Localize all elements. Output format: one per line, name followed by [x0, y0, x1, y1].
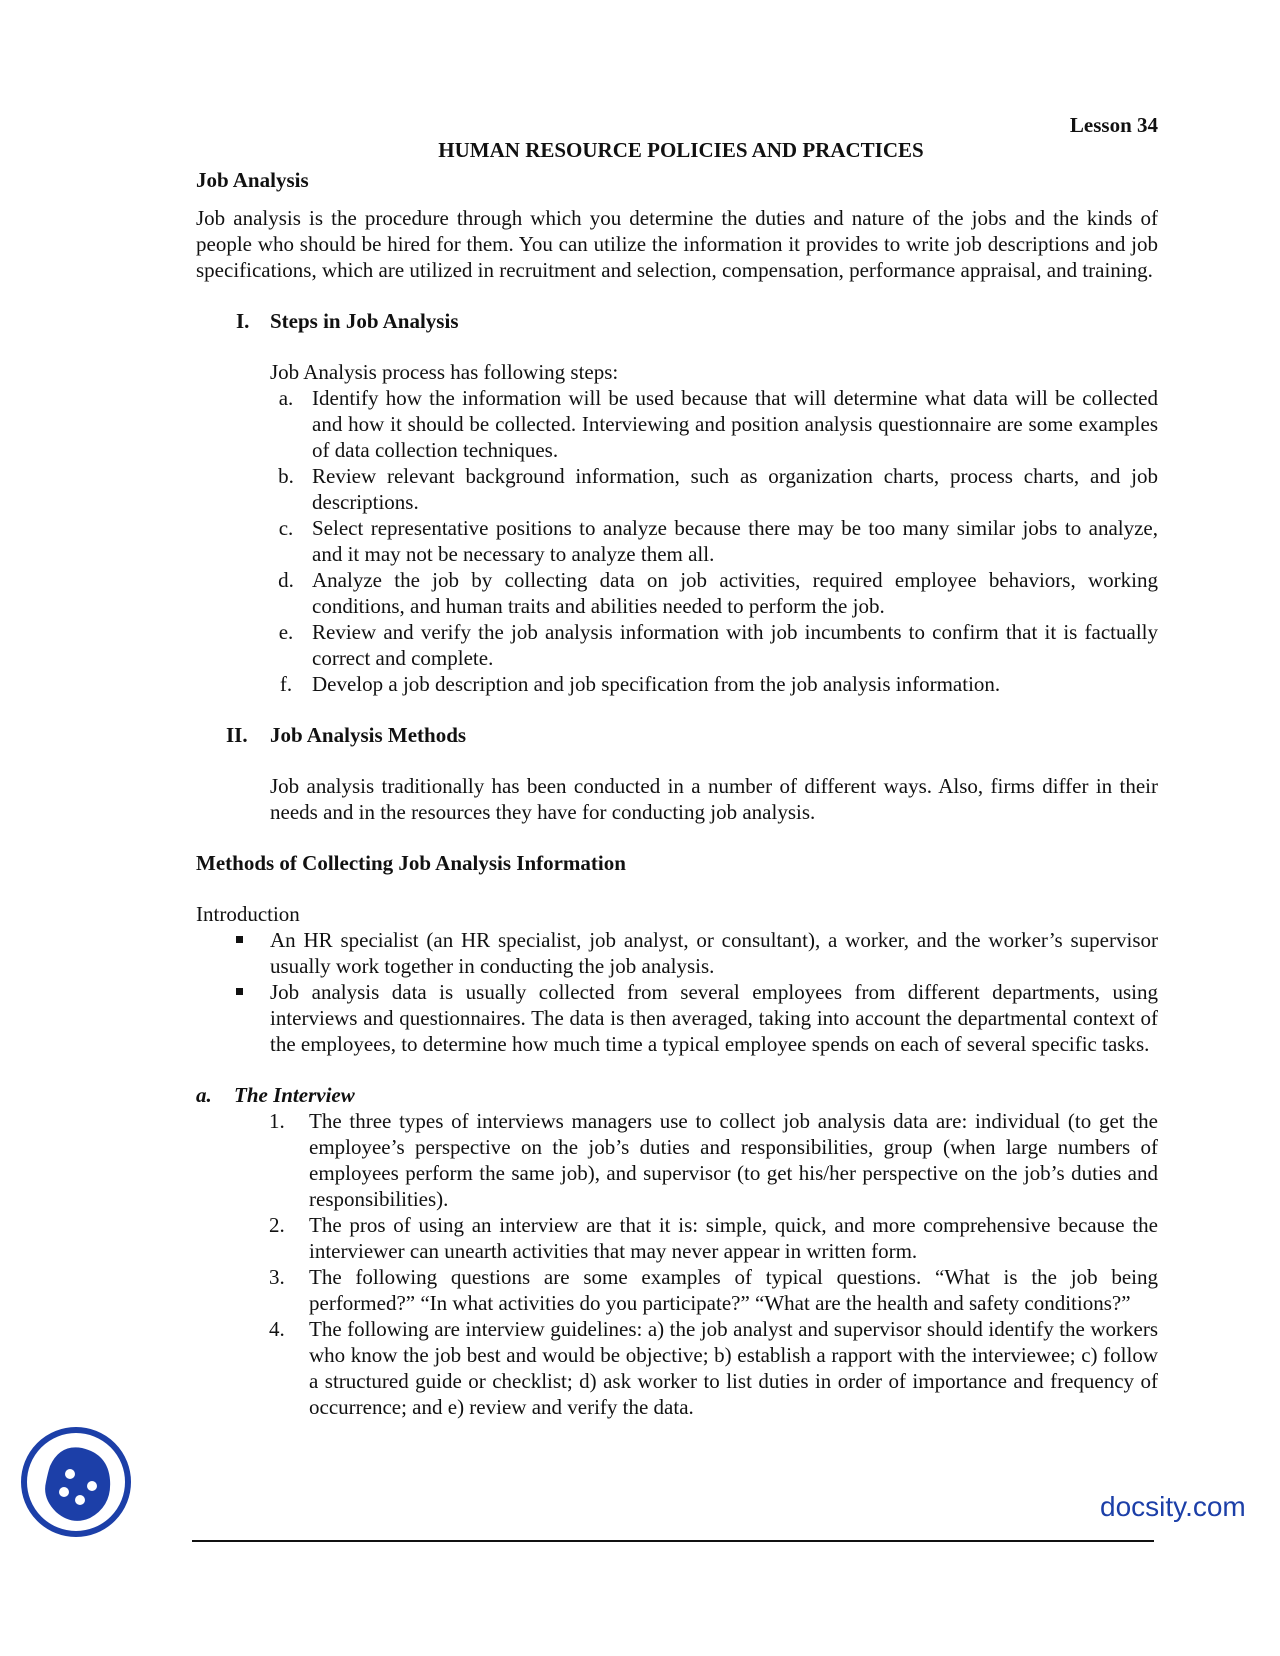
lesson-number: Lesson 34: [1069, 113, 1158, 137]
document-body: [196, 167, 1158, 1420]
step-item: [270, 385, 1158, 463]
step-item: [270, 671, 1158, 697]
interview-heading: [196, 1082, 1158, 1108]
step-label: a.: [278, 386, 294, 410]
square-bullet-icon: [236, 988, 243, 995]
item-text: The following are interview guidelines: a) the job analyst and supervisor should identify the workers who know the job best and would be objective; b) establish a rapport with the interviewee; c) follow a structured guide or checklist; d) ask worker to list duties in order of importance and frequency of occurrence; and e) review and verify the data.: [309, 1317, 1158, 1419]
docsity-logo-icon[interactable]: [20, 1426, 132, 1538]
job-analysis-paragraph: Job analysis is the procedure through which you determine the duties and nature of the jobs and the kinds of people who should be hired for them. You can utilize the information it provides to write job descriptions and job specifications, which are utilized in recruitment and selection, compensation, performance appraisal, and training.: [196, 206, 1158, 282]
methods-heading: Methods of Collecting Job Analysis Information: [196, 851, 626, 875]
list-item: [196, 1108, 1158, 1212]
methods-intro: Introduction: [196, 902, 300, 926]
step-item: [270, 463, 1158, 515]
step-text: Review and verify the job analysis information with job incumbents to confirm that it is factually correct and complete.: [312, 620, 1158, 670]
step-text: Identify how the information will be used because that will determine what data will be collected and how it should be collected. Interviewing and position analysis questionnaire are some examples of data collection techniques.: [312, 386, 1158, 462]
job-analysis-heading: Job Analysis: [196, 168, 309, 192]
bullet-text: An HR specialist (an HR specialist, job analyst, or consultant), a worker, and the worker’s supervisor usually work together in conducting the job analysis.: [270, 928, 1158, 978]
list-item: [196, 927, 1158, 979]
item-text: The three types of interviews managers use to collect job analysis data are: individual (to get the employee’s perspective on the job’s duties and responsibilities, group (when large numbers of employees perform the same job), and supervisor (to get his/her perspective on the job’s duties and responsibilities).: [309, 1109, 1158, 1211]
section-2-number: II.: [226, 723, 248, 747]
item-text: The following questions are some examples of typical questions. “What is the job being performed?” “In what activities do you participate?” “What are the health and safety conditions?”: [309, 1265, 1158, 1315]
footer-rule: [192, 1540, 1154, 1542]
item-number: 4.: [269, 1317, 285, 1341]
list-item: [196, 1316, 1158, 1420]
step-label: d.: [278, 568, 294, 592]
interview-label: a.: [196, 1083, 212, 1107]
bullet-text: Job analysis data is usually collected from several employees from different departments, using interviews and questionnaires. The data is then averaged, taking into account the departmental context of the employees, to determine how much time a typical employee spends on each of several specific tasks.: [270, 980, 1158, 1056]
interview-title: The Interview: [234, 1083, 355, 1107]
step-item: [270, 515, 1158, 567]
section-1-number: I.: [236, 309, 250, 333]
list-item: [196, 979, 1158, 1057]
step-label: e.: [278, 620, 294, 644]
step-item: [270, 567, 1158, 619]
interview-list: [196, 1108, 1158, 1420]
step-text: Analyze the job by collecting data on job activities, required employee behaviors, working conditions, and human traits and abilities needed to perform the job.: [312, 568, 1158, 618]
list-item: [196, 1264, 1158, 1316]
item-number: 3.: [269, 1265, 285, 1289]
step-item: [270, 619, 1158, 671]
step-label: f.: [279, 672, 293, 696]
step-label: c.: [278, 516, 294, 540]
step-label: b.: [278, 464, 294, 488]
steps-intro: Job Analysis process has following steps:: [270, 360, 619, 384]
section-2-heading: [226, 722, 1158, 748]
step-text: Develop a job description and job specification from the job analysis information.: [312, 672, 1001, 696]
section-1-heading: [236, 308, 1158, 334]
page-title: HUMAN RESOURCE POLICIES AND PRACTICES: [438, 138, 924, 162]
section-2-paragraph: Job analysis traditionally has been conducted in a number of different ways. Also, firms differ in their needs and in the resources they have for conducting job analysis.: [270, 774, 1158, 824]
section-2-title: Job Analysis Methods: [270, 723, 467, 747]
section-1-title: Steps in Job Analysis: [270, 309, 459, 333]
methods-bullet-list: [196, 927, 1158, 1057]
docsity-brand-link[interactable]: docsity.com: [1100, 1491, 1246, 1522]
step-text: Review relevant background information, such as organization charts, process charts, and job descriptions.: [312, 464, 1158, 514]
item-number: 1.: [269, 1109, 285, 1133]
steps-list: [270, 385, 1158, 697]
step-text: Select representative positions to analyze because there may be too many similar jobs to analyze, and it may not be necessary to analyze them all.: [312, 516, 1158, 566]
list-item: [196, 1212, 1158, 1264]
square-bullet-icon: [236, 936, 243, 943]
item-number: 2.: [269, 1213, 285, 1237]
item-text: The pros of using an interview are that it is: simple, quick, and more comprehensive because the interviewer can unearth activities that may never appear in written form.: [309, 1213, 1158, 1263]
